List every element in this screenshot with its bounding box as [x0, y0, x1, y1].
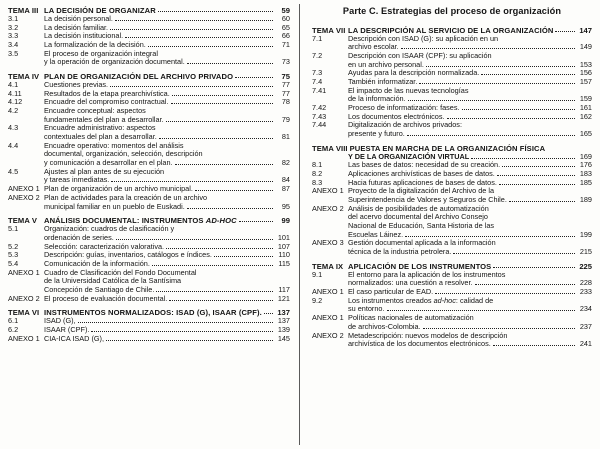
- page-number: 139: [277, 324, 290, 334]
- entry-title: También informatizar.: [348, 76, 418, 86]
- entry-number: ANEXO 3: [312, 238, 344, 248]
- entry-number: 7.42: [312, 102, 327, 112]
- entry-number: 8.1: [312, 160, 323, 170]
- entry-title: La decisión familiar.: [44, 22, 109, 32]
- entry-title-line: contextuales del plan a desarrollar.: [44, 132, 157, 142]
- entry-number: 7.4: [312, 76, 323, 86]
- leader-dots: [401, 43, 575, 49]
- leader-dots: [239, 216, 273, 222]
- entry-title-line: municipal familiar en un pueblo de Euskadi.: [44, 201, 185, 211]
- page-number: 99: [281, 216, 290, 226]
- page-number: 137: [277, 308, 290, 318]
- entry-number: 7.43: [312, 111, 327, 121]
- section-title: PLAN DE ORGANIZACIÓN DEL ARCHIVO PRIVADO: [44, 72, 234, 82]
- entry-title: El proceso de organización integral: [44, 48, 158, 58]
- leader-dots: [502, 161, 575, 167]
- entry-title-line: fundamentales del plan a desarrollar.: [44, 114, 164, 124]
- leader-dots: [407, 130, 575, 136]
- page-number: 77: [281, 80, 290, 90]
- entry-title: Encuadre del compromiso contractual.: [44, 97, 169, 107]
- page-number: 156: [579, 68, 592, 78]
- entry-body: [348, 297, 592, 306]
- entry-title-line: su entorno.: [348, 304, 385, 314]
- toc-column-right: [300, 6, 592, 445]
- entry-title: Encuadre conceptual: aspectos: [44, 106, 146, 116]
- spacer: [8, 150, 44, 159]
- spacer: [312, 130, 348, 139]
- leader-dots: [462, 104, 575, 110]
- page-number: 147: [579, 25, 592, 35]
- entry-number: 7.1: [312, 33, 323, 43]
- entry-number: 5.2: [8, 241, 19, 251]
- entry-title-line: documental, organización, selección, descripción: [44, 149, 203, 159]
- leader-dots: [148, 41, 273, 47]
- page-number: 110: [278, 250, 290, 260]
- spacer: [8, 203, 44, 212]
- page-number: 95: [281, 201, 290, 211]
- page-number: 225: [579, 261, 592, 271]
- page-number: 183: [579, 169, 592, 179]
- leader-dots: [475, 279, 575, 285]
- section-number: TEMA VIII: [312, 143, 348, 153]
- leader-dots: [116, 234, 273, 240]
- leader-dots: [110, 81, 273, 87]
- entry-number: 4.12: [8, 97, 23, 107]
- entry-title-line: normalizados: una cuestión a resolver.: [348, 278, 473, 288]
- entry-title: El proceso de evaluación documental.: [44, 293, 168, 303]
- section-number: TEMA III: [8, 6, 39, 15]
- entry-title: Plan de actividades para la creación de un archivo: [44, 192, 208, 202]
- entry-continuation: [312, 130, 592, 139]
- leader-dots: [110, 24, 273, 30]
- column-divider: [299, 4, 300, 445]
- page-number: 228: [579, 278, 592, 288]
- page-number: 153: [579, 59, 592, 69]
- leader-dots: [423, 323, 575, 329]
- entry-continuation: [312, 340, 592, 349]
- entry-number: ANEXO 1: [312, 287, 344, 297]
- leader-dots: [235, 72, 273, 78]
- entry-title: Cuadro de Clasificación del Fondo Documental: [44, 267, 197, 277]
- leader-dots: [493, 340, 575, 346]
- entry-number: ANEXO 2: [312, 203, 344, 213]
- entry-number: 7.2: [312, 50, 323, 60]
- page-number: 77: [281, 88, 290, 98]
- toc-entry: [8, 335, 290, 344]
- section-title: INSTRUMENTOS NORMALIZADOS: ISAD (G), ISAAR (CPF).: [44, 308, 262, 318]
- entry-title-line: archivística de los documentos electrónicos.: [348, 339, 491, 349]
- leader-dots: [426, 61, 575, 67]
- page-number: 215: [579, 247, 592, 257]
- page-number: 165: [579, 129, 592, 138]
- entry-title: Proceso de informatización: fases.: [348, 102, 460, 112]
- page-number: 78: [281, 97, 290, 107]
- entry-title: Plan de organización de un archivo municipal.: [44, 184, 193, 194]
- page-number: 81: [281, 132, 290, 142]
- entry-number: 4.1: [8, 80, 19, 90]
- entry-title: CIA-ICA ISAD (G),: [44, 333, 105, 343]
- spacer: [312, 340, 348, 349]
- leader-dots: [172, 90, 273, 96]
- entry-body: [44, 295, 290, 304]
- entry-title: Encuadre administrativo: aspectos: [44, 123, 156, 133]
- leader-dots: [408, 95, 575, 101]
- entry-title: Gestión documental aplicada a la información: [348, 238, 496, 248]
- entry-title: Los instrumentos creados ad-hoc: calidad de: [348, 295, 494, 305]
- entry-title: Resultados de la etapa prearchivística.: [44, 88, 170, 98]
- leader-dots: [497, 170, 575, 176]
- page-number: 159: [579, 94, 592, 104]
- leader-dots: [435, 288, 575, 294]
- entry-number: ANEXO 1: [312, 313, 344, 323]
- section-title: APLICACIÓN DE LOS INSTRUMENTOS: [348, 261, 492, 271]
- leader-dots: [187, 58, 273, 64]
- entry-number: 9.1: [312, 269, 323, 279]
- entry-number: 8.2: [312, 169, 323, 179]
- entry-body: [348, 248, 592, 257]
- page-number: 59: [281, 6, 290, 15]
- page-number: 79: [281, 114, 290, 124]
- page-number: 189: [579, 195, 592, 205]
- section-title: LA DESCRIPCIÓN AL SERVICIO DE LA ORGANIZACIÓN: [348, 25, 554, 35]
- entry-title: Las bases de datos: necesidad de su creación.: [348, 160, 501, 170]
- page-number: 199: [579, 229, 592, 239]
- entry-number: 3.2: [8, 22, 19, 32]
- entry-body: [348, 130, 592, 139]
- entry-body: [44, 308, 290, 317]
- entry-title: Organización: cuadros de clasificación y: [44, 224, 175, 234]
- page-number: 161: [579, 102, 592, 112]
- page-number: 101: [277, 232, 290, 242]
- entry-title: Selección: caracterización valorativa.: [44, 241, 165, 251]
- entry-title-line: en un archivo personal.: [348, 59, 424, 69]
- entry-number: 9.2: [312, 295, 323, 305]
- page-number: 73: [281, 57, 290, 67]
- entry-continuation: [8, 203, 290, 212]
- entry-number: 7.44: [312, 120, 327, 130]
- page-number: 157: [579, 76, 592, 86]
- leader-dots: [159, 133, 273, 139]
- leader-dots: [125, 32, 273, 38]
- leader-dots: [166, 116, 273, 122]
- leader-dots: [195, 185, 273, 191]
- page-number: 82: [281, 158, 290, 168]
- entry-title-line: Escuelas Láinez.: [348, 229, 404, 239]
- entry-title: Comunicación de la información.: [44, 258, 150, 268]
- leader-dots: [158, 6, 273, 12]
- entry-number: ANEXO 2: [8, 293, 40, 303]
- entry-title: Descripción con ISAD (G): su aplicación en un: [348, 33, 499, 43]
- entry-title: El impacto de las nuevas tecnologías: [348, 85, 469, 95]
- page-number: 169: [579, 151, 592, 161]
- entry-title-line: de la Universidad Católica de la Santísima: [44, 276, 182, 286]
- entry-title: Análisis de posibilidades de automatización: [348, 203, 489, 213]
- entry-title: Políticas nacionales de automatización: [348, 313, 474, 323]
- page-number: 87: [281, 184, 290, 194]
- page-number: 137: [277, 316, 290, 326]
- spacer: [312, 213, 348, 222]
- leader-dots: [405, 231, 575, 237]
- leader-dots: [419, 78, 575, 84]
- page-number: 145: [277, 333, 290, 343]
- entry-title: Ayudas para la descripción normalizada.: [348, 68, 480, 78]
- leader-dots: [481, 69, 575, 75]
- entry-number: ANEXO 1: [312, 186, 344, 196]
- entry-title-line: presente y futuro.: [348, 129, 405, 138]
- leader-dots: [156, 286, 273, 292]
- entry-title: La decisión institucional.: [44, 31, 124, 41]
- entry-title: El entorno para la aplicación de los instrumentos: [348, 269, 506, 279]
- entry-number: 3.5: [8, 48, 19, 58]
- entry-title-line: de la información.: [348, 94, 406, 104]
- spacer: [8, 277, 44, 286]
- leader-dots: [115, 15, 273, 21]
- entry-number: 7.3: [312, 68, 323, 78]
- page-number: 149: [579, 42, 592, 52]
- entry-number: ANEXO 1: [8, 333, 40, 343]
- leader-dots: [166, 243, 273, 249]
- entry-number: 5.3: [8, 250, 19, 260]
- leader-dots: [509, 196, 575, 202]
- page-number: 107: [277, 241, 290, 251]
- entry-title-line: técnica de la industria petrolera.: [348, 247, 452, 257]
- entry-number: 6.1: [8, 316, 19, 326]
- entry-continuation: [312, 248, 592, 257]
- page-number: 84: [281, 175, 290, 185]
- entry-title: Los documentos electrónicos.: [348, 111, 445, 121]
- entry-title-line: del acervo documental del Archivo Consejo: [348, 212, 488, 222]
- page-number: 66: [281, 31, 290, 41]
- entry-title: Descripción con ISAAR (CPF): su aplicación: [348, 50, 492, 60]
- page-number: 60: [281, 14, 290, 24]
- leader-dots: [187, 203, 273, 209]
- spacer: [312, 248, 348, 257]
- page-number: 162: [579, 111, 592, 121]
- entry-title: Digitalización de archivos privados:: [348, 120, 462, 130]
- section-number: TEMA IX: [312, 261, 344, 271]
- entry-title: La formalización de la decisión.: [44, 40, 146, 50]
- entry-title: Metadescripción: nuevos modelos de descripción: [348, 330, 508, 340]
- entry-body: [348, 340, 592, 349]
- entry-number: 8.3: [312, 177, 323, 187]
- page-number: 115: [278, 258, 290, 268]
- entry-number: 4.11: [8, 88, 22, 98]
- entry-title-line: ordenación de series.: [44, 232, 114, 242]
- leader-dots: [447, 113, 575, 119]
- leader-dots: [453, 248, 575, 254]
- section-title: LA DECISIÓN DE ORGANIZAR: [44, 6, 156, 15]
- entry-title: ISAAR (CPF).: [44, 324, 90, 334]
- leader-dots: [264, 308, 273, 314]
- entry-title: Proyecto de la digitalización del Archivo de la: [348, 186, 495, 196]
- page-number: 75: [281, 72, 290, 82]
- page-number: 234: [579, 304, 592, 314]
- leader-dots: [111, 176, 273, 182]
- entry-number: 4.4: [8, 140, 19, 150]
- entry-title: Cuestiones previas.: [44, 80, 109, 90]
- toc-entry: [8, 295, 290, 304]
- leader-dots: [91, 326, 273, 332]
- leader-dots: [555, 26, 575, 32]
- section-title: PUESTA EN MARCHA DE LA ORGANIZACIÓN FÍSICA: [349, 143, 546, 153]
- page-number: 176: [579, 160, 592, 170]
- leader-dots: [499, 179, 575, 185]
- entry-title-line: archivo escolar.: [348, 42, 399, 52]
- page-number: 241: [579, 339, 592, 349]
- page-number: 65: [281, 22, 290, 32]
- leader-dots: [387, 305, 575, 311]
- page-number: 71: [281, 40, 290, 50]
- entry-title-line: de archivos-Colombia.: [348, 321, 421, 331]
- entry-number: 3.1: [8, 14, 19, 24]
- entry-title: El caso particular de EAD.: [348, 287, 434, 297]
- toc-column-left: [8, 6, 300, 445]
- entry-title-line: y la operación de organización documental.: [44, 57, 185, 67]
- entry-number: 6.2: [8, 324, 19, 334]
- entry-title: La decisión personal.: [44, 14, 113, 24]
- leader-dots: [214, 251, 273, 257]
- entry-title-line: y comunicación a desarrollar en el plan.: [44, 158, 173, 168]
- leader-dots: [152, 260, 273, 266]
- entry-number: 5.4: [8, 258, 19, 268]
- entry-title: Aplicaciones archivísticas de bases de datos.: [348, 169, 495, 179]
- entry-number: 7.41: [312, 85, 327, 95]
- entry-title: Hacia futuras aplicaciones de bases de datos.: [348, 177, 497, 187]
- entry-title-line: Concepción de Santiago de Chile.: [44, 284, 155, 294]
- section-number: TEMA VI: [8, 308, 40, 318]
- spacer: [8, 58, 44, 67]
- section-number: TEMA V: [8, 216, 38, 226]
- page-number: 121: [277, 293, 290, 303]
- page-number: 117: [278, 284, 290, 294]
- entry-number: 3.3: [8, 31, 19, 41]
- page-number: 233: [579, 287, 592, 297]
- spacer: [312, 222, 348, 231]
- entry-number: 5.1: [8, 224, 19, 234]
- entry-title-line: y tareas inmediatas.: [44, 175, 110, 185]
- entry-number: ANEXO 2: [8, 192, 40, 202]
- leader-dots: [78, 317, 273, 323]
- entry-number: ANEXO 1: [8, 267, 40, 277]
- entry-title: Descripción: guías, inventarios, catálogos e índices.: [44, 250, 212, 260]
- entry-title-line: Y DE LA ORGANIZACIÓN VIRTUAL: [348, 151, 470, 161]
- entry-number: ANEXO 1: [8, 184, 40, 194]
- entry-number: 4.5: [8, 166, 19, 176]
- entry-continuation: [8, 58, 290, 67]
- entry-title-line: Nacional de Educación, Santa Historia de las: [348, 221, 495, 231]
- entry-title: ISAD (G),: [44, 316, 76, 326]
- entry-number: ANEXO 2: [312, 330, 344, 340]
- page-number: 237: [579, 321, 592, 331]
- entry-body: [44, 335, 290, 344]
- entry-title: Ajustes al plan antes de su ejecución: [44, 166, 165, 176]
- leader-dots: [169, 295, 273, 301]
- entry-body: [44, 58, 290, 67]
- entry-number: 4.3: [8, 123, 19, 133]
- section-title: ANÁLISIS DOCUMENTAL: INSTRUMENTOS AD-HOC: [44, 216, 237, 226]
- section-number: TEMA IV: [8, 72, 40, 82]
- entry-number: 4.2: [8, 106, 19, 116]
- section-number: TEMA VII: [312, 25, 346, 35]
- leader-dots: [493, 262, 575, 268]
- entry-number: 3.4: [8, 40, 19, 50]
- part-title: Parte C. Estrategias del proceso de organización: [342, 6, 562, 16]
- entry-body: [44, 203, 290, 212]
- leader-dots: [175, 159, 273, 165]
- leader-dots: [471, 153, 575, 159]
- entry-title-line: Superintendencia de Valores y Seguros de Chile.: [348, 195, 507, 205]
- entry-title: Encuadre operativo: momentos del análisis: [44, 140, 184, 150]
- leader-dots: [106, 335, 273, 341]
- page-number: 185: [579, 177, 592, 187]
- leader-dots: [171, 98, 273, 104]
